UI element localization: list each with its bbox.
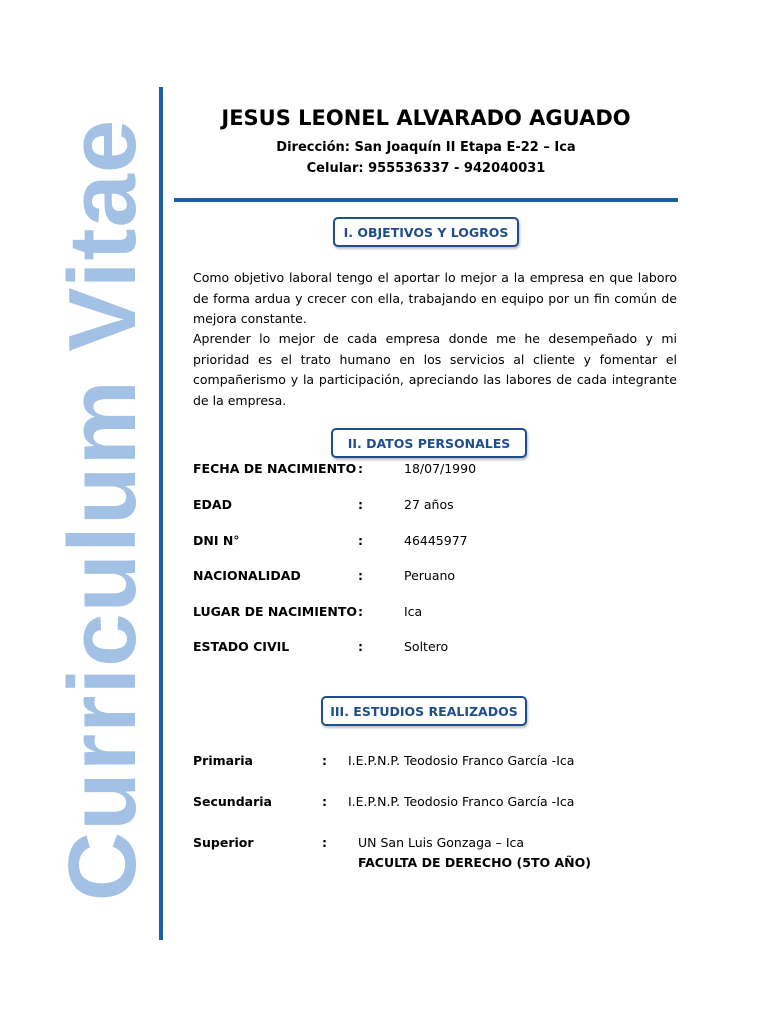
row-value: 18/07/1990 [404,461,477,476]
row-label: Primaria [193,753,253,768]
row-value: 27 años [404,497,454,512]
row-label: ESTADO CIVIL [193,639,290,654]
row-value: Ica [404,604,423,619]
row-colon: : [358,604,363,619]
phone: Celular: 955536337 - 942040031 [306,161,546,176]
row-colon: : [322,794,327,809]
row-colon: : [358,639,363,654]
header-divider [174,198,678,202]
row-value: I.E.P.N.P. Teodosio Franco García -Ica [348,753,575,768]
row-value: UN San Luis Gonzaga – Ica [358,835,525,850]
address: Dirección: San Joaquín II Etapa E-22 – Ica [276,140,576,155]
row-colon: : [358,497,363,512]
row-label: EDAD [193,497,232,512]
row-value-secondary: FACULTA DE DERECHO (5TO AÑO) [358,855,591,870]
candidate-name: JESUS LEONEL ALVARADO AGUADO [221,106,631,130]
row-colon: : [358,568,363,583]
row-value: Peruano [404,568,456,583]
row-label: Secundaria [193,794,272,809]
row-value: Soltero [404,639,449,654]
section-title-personal: II. DATOS PERSONALES [331,428,527,458]
objective-paragraph-2: Aprender lo mejor de cada empresa donde me he desempeñado y mi prioridad es el trato humano en los servicios al cliente y fomentar el compañerismo y la participación, apreciando las labores de cada integrante de la empresa. [193,331,677,408]
row-colon: : [358,533,363,548]
row-value: I.E.P.N.P. Teodosio Franco García -Ica [348,794,575,809]
vertical-divider [159,87,163,940]
row-label: NACIONALIDAD [193,568,301,583]
row-label: DNI N° [193,533,240,548]
section-title-studies: III. ESTUDIOS REALIZADOS [321,696,527,726]
row-label: LUGAR DE NACIMIENTO [193,604,358,619]
row-value: 46445977 [404,533,468,548]
row-label: Superior [193,835,254,850]
objective-paragraph-1: Como objetivo laboral tengo el aportar lo mejor a la empresa en que laboro de forma ardua y crecer con ella, trabajando en equipo por un fin común de mejora constante. [193,270,677,326]
row-colon: : [322,835,327,850]
section-title-objectives: I. OBJETIVOS Y LOGROS [333,217,519,247]
row-label: FECHA DE NACIMIENTO [193,461,357,476]
row-colon: : [358,461,363,476]
row-colon: : [322,753,327,768]
side-title: Curriculum Vitae [49,118,157,902]
